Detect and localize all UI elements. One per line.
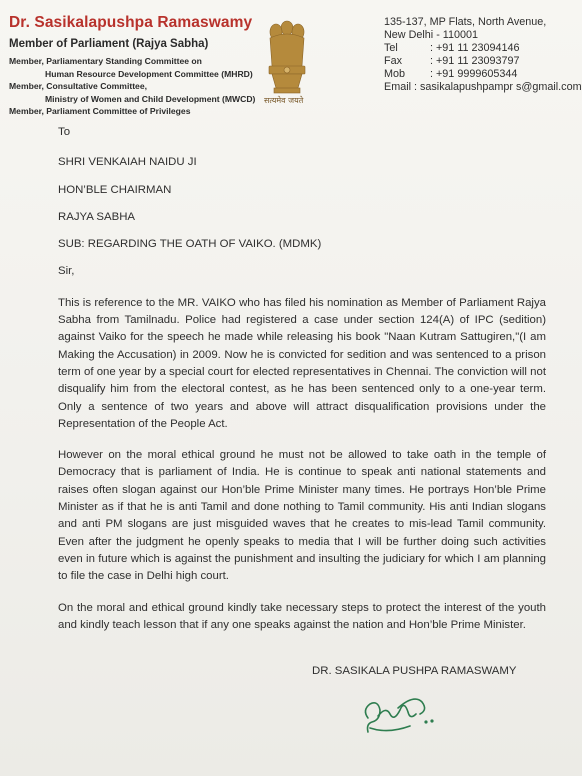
contact-row (384, 42, 582, 55)
contact-label: Fax (384, 54, 402, 67)
recipient-line: SHRI VENKAIAH NAIDU JI (58, 156, 197, 169)
subject-line: SUB: REGARDING THE OATH OF VAIKO. (MDMK) (58, 238, 322, 251)
contact-label: Mob (384, 67, 406, 80)
recipient-line: RAJYA SABHA (58, 210, 136, 223)
signatory-name: DR. SASIKALA PUSHPA RAMASWAMY (312, 665, 517, 677)
role-line: Ministry of Women and Child Development (MWCD) (45, 93, 256, 104)
role-line: Member, Consultative Committee, (9, 81, 148, 92)
signature-icon (358, 688, 442, 744)
letterhead-left (9, 14, 259, 118)
role-line: Human Resource Development Committee (MHRD) (45, 68, 253, 79)
emblem-motto: सत्यमेव जयते (264, 96, 304, 105)
paragraph: However on the moral ethical ground he must not be allowed to take oath in the temple of Democracy that is parliament of India. He is continue to speak anti national statements and raises often slogan against our Hon’ble Prime Minister many times. He portrays Hon’ble Prime Minister as if that he is anti Tamil and done nothing to Tamil community. His anti Indian slogans and anti PM slogans are just misguided waves that he creates to mis-lead Tamil community. Even after the judgment he openly speaks to media that I will be further doing such activities even in future which is against the punishment and insulting the judiciary for which I am planning to file the case in Delhi high court. (58, 449, 546, 583)
email-line: Email : sasikalapushpampr s@gmail.com (384, 80, 582, 93)
role-line: Member, Parliament Committee of Privileges (9, 106, 191, 117)
role-line: Member, Parliamentary Standing Committee on (9, 56, 202, 66)
to-line: To (58, 126, 71, 138)
letter-body (58, 124, 546, 634)
paragraph: On the moral and ethical ground kindly take necessary steps to protect the interest of the youth and kindly teach lesson that if any one speaks against the nation and Hon’ble Prime Minister. (58, 601, 546, 631)
letterhead-right (384, 16, 582, 93)
mp-name: Dr. Sasikalapushpa Ramaswamy (9, 14, 253, 31)
national-emblem-icon (262, 16, 312, 106)
address-line: New Delhi - 110001 (384, 28, 479, 41)
recipient-line: HON’BLE CHAIRMAN (58, 183, 172, 196)
contact-value: : +91 9999605344 (430, 67, 518, 80)
contact-value: : +91 11 23094146 (430, 41, 520, 54)
contact-row (384, 55, 582, 68)
contact-row (384, 68, 582, 81)
address-line: 135-137, MP Flats, North Avenue, (384, 16, 547, 28)
paragraph: This is reference to the MR. VAIKO who has filed his nomination as Member of Parliament Rajya Sabha from Tamilnadu. Police had registered a case under section 124(A) of IPC (sedition) against Vaiko for the speech he made while releasing his book "Naan Kutram Sattugiren,"(I am Making the Accusation) in 2009. Now he is convicted for sedition and was sentenced to a prison term of one year by a special court for elected representatives in Chennai. The conviction will not disqualify him from the electoral contest, as he has been sentenced only to a one-year term. Only a sentence of two years and above will attract disqualification provisions under the Representation of the People Act. (58, 296, 546, 430)
contact-value: : +91 11 23093797 (430, 54, 520, 67)
salutation: Sir, (58, 265, 75, 278)
contact-label: Tel (384, 41, 398, 54)
mp-position: Member of Parliament (Rajya Sabha) (9, 38, 209, 50)
